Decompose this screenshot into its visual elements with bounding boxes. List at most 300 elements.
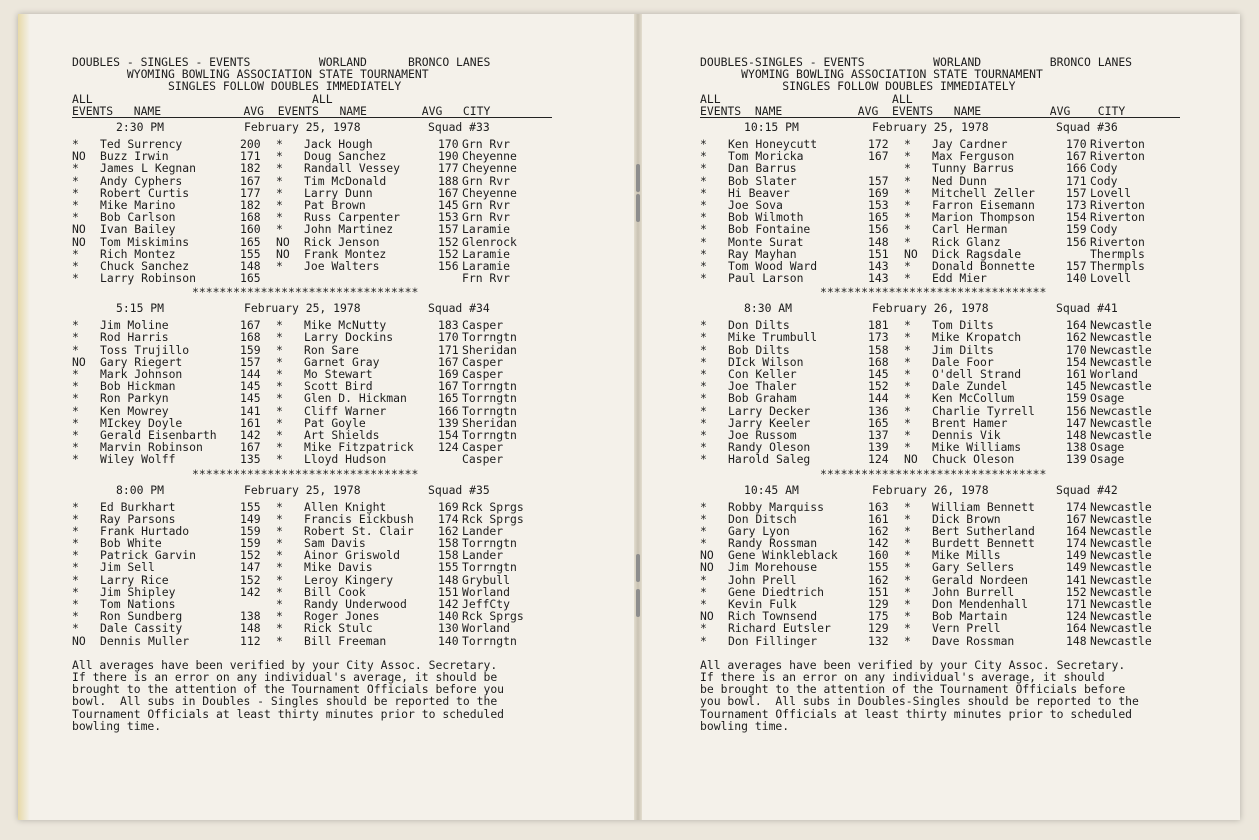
average: 169 xyxy=(868,185,889,200)
events-mark: * xyxy=(700,197,707,212)
partner-average: 151 xyxy=(438,584,459,599)
partner-name: Donald Bonnette xyxy=(932,258,1035,273)
partner-average: 138 xyxy=(1066,440,1087,455)
bowler-name: Bob White xyxy=(100,536,162,551)
average: 162 xyxy=(868,572,889,587)
city: Frn Rvr xyxy=(462,271,511,286)
entry-row xyxy=(700,635,1180,647)
city: Grn Rvr xyxy=(462,210,511,225)
partner-name: Vern Prell xyxy=(932,621,1001,636)
city: Osage xyxy=(1090,391,1125,406)
city: Grn Rvr xyxy=(462,173,511,188)
partner-average: 155 xyxy=(438,560,459,575)
events-mark: * xyxy=(72,391,79,406)
squad-number: Squad #41 xyxy=(1056,301,1118,316)
city: Osage xyxy=(1090,440,1125,455)
events-mark: * xyxy=(700,440,707,455)
partner-events-mark: * xyxy=(904,609,911,624)
partner-average: 141 xyxy=(1066,572,1087,587)
partner-average: 140 xyxy=(1066,271,1087,286)
bowler-name: Con Keller xyxy=(728,367,797,382)
events-mark: * xyxy=(700,572,707,587)
partner-name: Max Ferguson xyxy=(932,149,1015,164)
events-mark: * xyxy=(700,161,707,176)
city: Grn Rvr xyxy=(462,137,511,152)
events-mark: * xyxy=(700,621,707,636)
city: Cheyenne xyxy=(462,161,517,176)
entry-row xyxy=(72,622,552,634)
partner-average: 165 xyxy=(438,391,459,406)
squad-date: February 25, 1978 xyxy=(244,120,361,135)
city: Lander xyxy=(462,523,504,538)
bowler-name: Don Ditsch xyxy=(728,511,797,526)
partner-average: 167 xyxy=(438,354,459,369)
bowler-name: Chuck Sanchez xyxy=(100,258,190,273)
partner-events-mark: * xyxy=(276,572,283,587)
divider-stars: ********************************* xyxy=(820,285,1047,300)
average: 148 xyxy=(240,258,261,273)
entry-row xyxy=(700,175,1180,187)
events-mark: NO xyxy=(700,609,714,624)
partner-events-mark: * xyxy=(904,511,911,526)
average: 168 xyxy=(868,354,889,369)
average: 141 xyxy=(240,403,261,418)
partner-average: 170 xyxy=(1066,342,1087,357)
bowler-name: Don Fillinger xyxy=(728,633,818,648)
partner-events-mark: * xyxy=(276,185,283,200)
partner-name: John Martinez xyxy=(304,222,394,237)
partner-name: Don Mendenhall xyxy=(932,597,1029,612)
city: Cody xyxy=(1090,161,1118,176)
partner-events-mark: * xyxy=(276,222,283,237)
partner-average: 167 xyxy=(438,379,459,394)
entry-row xyxy=(700,331,1180,343)
partner-name: Sam Davis xyxy=(304,536,366,551)
squad-header xyxy=(700,302,1180,316)
partner-name: Russ Carpenter xyxy=(304,210,401,225)
squad-time: 8:00 PM xyxy=(116,482,165,497)
partner-events-mark: * xyxy=(904,354,911,369)
partner-events-mark: * xyxy=(276,137,283,152)
bowler-name: Tom Nations xyxy=(100,597,176,612)
partner-average: 140 xyxy=(438,633,459,648)
city: Worland xyxy=(462,584,511,599)
city: Riverton xyxy=(1090,137,1145,152)
partner-events-mark: * xyxy=(904,318,911,333)
partner-average: 174 xyxy=(438,511,459,526)
average: 112 xyxy=(240,633,261,648)
bowler-name: Gary Lyon xyxy=(728,523,790,538)
squad-time: 10:45 AM xyxy=(744,482,799,497)
bowler-name: Monte Surat xyxy=(728,234,804,249)
average: 135 xyxy=(240,452,261,467)
partner-events-mark: * xyxy=(904,379,911,394)
average: 136 xyxy=(868,403,889,418)
average: 168 xyxy=(240,210,261,225)
partner-name: Scott Bird xyxy=(304,379,373,394)
average: 159 xyxy=(240,523,261,538)
bowler-name: Jim Sell xyxy=(100,560,155,575)
partner-events-mark: * xyxy=(276,367,283,382)
average: 157 xyxy=(868,173,889,188)
squad-date: February 26, 1978 xyxy=(872,482,989,497)
partner-name: Brent Hamer xyxy=(932,415,1008,430)
city: Newcastle xyxy=(1090,572,1152,587)
partner-average: 171 xyxy=(1066,597,1087,612)
city: Newcastle xyxy=(1090,633,1152,648)
partner-average: 130 xyxy=(438,621,459,636)
partner-average: 124 xyxy=(1066,609,1087,624)
average: 182 xyxy=(240,161,261,176)
partner-average: 170 xyxy=(438,137,459,152)
partner-average: 139 xyxy=(1066,452,1087,467)
events-mark: * xyxy=(700,234,707,249)
partner-events-mark: * xyxy=(276,149,283,164)
entry-row xyxy=(700,272,1180,284)
average: 163 xyxy=(868,499,889,514)
city: Sheridan xyxy=(462,415,517,430)
partner-events-mark: * xyxy=(276,403,283,418)
events-mark: * xyxy=(700,271,707,286)
partner-events-mark: * xyxy=(276,560,283,575)
bowler-name: John Prell xyxy=(728,572,797,587)
partner-average: 140 xyxy=(438,609,459,624)
city: Riverton xyxy=(1090,234,1145,249)
partner-events-mark: NO xyxy=(904,452,918,467)
events-mark: NO xyxy=(72,149,86,164)
events-mark: * xyxy=(700,367,707,382)
partner-events-mark: * xyxy=(904,173,911,188)
partner-average: 162 xyxy=(1066,330,1087,345)
bowler-name: Gerald Eisenbarth xyxy=(100,427,217,442)
city: Casper xyxy=(462,367,504,382)
partner-average: 148 xyxy=(1066,427,1087,442)
events-mark: * xyxy=(700,173,707,188)
average: 137 xyxy=(868,427,889,442)
events-mark: * xyxy=(72,246,79,261)
average: 165 xyxy=(868,415,889,430)
city: Lander xyxy=(462,548,504,563)
partner-name: Art Shields xyxy=(304,427,380,442)
partner-name: Dennis Vik xyxy=(932,427,1001,442)
events-mark: * xyxy=(700,137,707,152)
partner-events-mark: * xyxy=(276,330,283,345)
partner-name: Leroy Kingery xyxy=(304,572,394,587)
events-mark: * xyxy=(72,536,79,551)
partner-average: 166 xyxy=(438,403,459,418)
partner-events-mark: * xyxy=(904,403,911,418)
events-mark: * xyxy=(72,511,79,526)
divider-stars: ********************************* xyxy=(192,285,419,300)
partner-events-mark: * xyxy=(276,318,283,333)
city: Cheyenne xyxy=(462,185,517,200)
partner-name: Tunny Barrus xyxy=(932,161,1015,176)
bowler-name: Rich Montez xyxy=(100,246,176,261)
partner-average: 152 xyxy=(1066,584,1087,599)
city: Sheridan xyxy=(462,342,517,357)
events-mark: * xyxy=(72,379,79,394)
bowler-name: Richard Eutsler xyxy=(728,621,831,636)
partner-name: Mike Fitzpatrick xyxy=(304,440,414,455)
bowler-name: Ivan Bailey xyxy=(100,222,176,237)
partner-name: Randy Underwood xyxy=(304,597,407,612)
city: Casper xyxy=(462,440,504,455)
bowler-name: Kevin Fulk xyxy=(728,597,797,612)
partner-average: 148 xyxy=(438,572,459,587)
bowler-name: Randy Oleson xyxy=(728,440,811,455)
events-mark: * xyxy=(72,452,79,467)
bowler-name: Mike Marino xyxy=(100,197,176,212)
right-page xyxy=(700,0,1180,806)
entry-row xyxy=(72,453,552,465)
column-header: EVENTS NAME AVG EVENTS NAME AVG CITY xyxy=(72,105,552,118)
bowler-name: Bob Dilts xyxy=(728,342,790,357)
partner-name: Francis Eickbush xyxy=(304,511,414,526)
average: 145 xyxy=(240,379,261,394)
squad-header xyxy=(700,484,1180,498)
partner-events-mark: * xyxy=(276,523,283,538)
partner-name: Mike Mills xyxy=(932,548,1001,563)
partner-events-mark: * xyxy=(904,271,911,286)
squad-number: Squad #33 xyxy=(428,120,490,135)
partner-name: Ron Sare xyxy=(304,342,359,357)
partner-events-mark: * xyxy=(276,511,283,526)
partner-name: Lloyd Hudson xyxy=(304,452,387,467)
bowler-name: MIckey Doyle xyxy=(100,415,183,430)
partner-events-mark: * xyxy=(904,548,911,563)
bowler-name: Toss Trujillo xyxy=(100,342,190,357)
events-mark: * xyxy=(700,536,707,551)
city: Thermpls xyxy=(1090,246,1145,261)
partner-name: Joe Walters xyxy=(304,258,380,273)
entry-row xyxy=(700,392,1180,404)
city: Laramie xyxy=(462,222,511,237)
partner-average: 147 xyxy=(1066,415,1087,430)
partner-name: Dick Brown xyxy=(932,511,1001,526)
partner-name: Burdett Bennett xyxy=(932,536,1035,551)
entry-row xyxy=(700,405,1180,417)
events-mark: * xyxy=(72,318,79,333)
city: Newcastle xyxy=(1090,584,1152,599)
partner-average: 161 xyxy=(1066,367,1087,382)
events-mark: * xyxy=(72,548,79,563)
events-mark: * xyxy=(700,584,707,599)
partner-average: 142 xyxy=(438,597,459,612)
bowler-name: Jim Moline xyxy=(100,318,169,333)
partner-events-mark: * xyxy=(276,379,283,394)
partner-average: 164 xyxy=(1066,523,1087,538)
city: Newcastle xyxy=(1090,354,1152,369)
city: Newcastle xyxy=(1090,330,1152,345)
partner-events-mark: * xyxy=(904,258,911,273)
partner-average: 158 xyxy=(438,548,459,563)
staple xyxy=(636,164,640,192)
partner-events-mark: * xyxy=(276,391,283,406)
partner-name: Garnet Gray xyxy=(304,354,380,369)
partner-average: 174 xyxy=(1066,536,1087,551)
header-line: WYOMING BOWLING ASSOCIATION STATE TOURNAMENT xyxy=(72,67,429,82)
partner-name: Bert Sutherland xyxy=(932,523,1035,538)
average: 160 xyxy=(868,548,889,563)
events-mark: * xyxy=(72,367,79,382)
average: 129 xyxy=(868,621,889,636)
events-mark: * xyxy=(72,560,79,575)
average: 152 xyxy=(240,548,261,563)
partner-events-mark: * xyxy=(904,137,911,152)
events-mark: * xyxy=(72,258,79,273)
partner-average: 173 xyxy=(1066,197,1087,212)
squad-header xyxy=(700,121,1180,135)
partner-average: 162 xyxy=(438,523,459,538)
events-mark: * xyxy=(72,572,79,587)
events-mark: * xyxy=(72,210,79,225)
partner-average: 164 xyxy=(1066,621,1087,636)
partner-events-mark: * xyxy=(904,597,911,612)
city: Cody xyxy=(1090,222,1118,237)
events-mark: * xyxy=(700,185,707,200)
events-mark: * xyxy=(72,523,79,538)
bowler-name: Don Dilts xyxy=(728,318,790,333)
bowler-name: Paul Larson xyxy=(728,271,804,286)
squad-date: February 26, 1978 xyxy=(872,301,989,316)
partner-average: 156 xyxy=(1066,234,1087,249)
city: Casper xyxy=(462,354,504,369)
partner-events-mark: * xyxy=(276,536,283,551)
city: Newcastle xyxy=(1090,548,1152,563)
events-mark: NO xyxy=(72,222,86,237)
partner-name: Mike Davis xyxy=(304,560,373,575)
partner-name: Rick Stulc xyxy=(304,621,373,636)
divider-stars: ********************************* xyxy=(820,466,1047,481)
events-mark: * xyxy=(700,330,707,345)
average: 142 xyxy=(868,536,889,551)
bowler-name: Hi Beaver xyxy=(728,185,790,200)
events-mark: * xyxy=(72,137,79,152)
city: Riverton xyxy=(1090,149,1145,164)
bowler-name: Rod Harris xyxy=(100,330,169,345)
entry-row xyxy=(72,405,552,417)
average: 148 xyxy=(868,234,889,249)
partner-events-mark: * xyxy=(904,523,911,538)
entry-row xyxy=(700,223,1180,235)
partner-average: 177 xyxy=(438,161,459,176)
partner-name: John Burrell xyxy=(932,584,1015,599)
city: Newcastle xyxy=(1090,597,1152,612)
entry-row xyxy=(72,162,552,174)
bowler-name: Harold Saleg xyxy=(728,452,811,467)
partner-name: Carl Herman xyxy=(932,222,1008,237)
partner-name: Allen Knight xyxy=(304,499,387,514)
partner-average: 169 xyxy=(438,499,459,514)
entry-row xyxy=(72,175,552,187)
partner-name: Jack Hough xyxy=(304,137,373,152)
spacer xyxy=(72,647,552,653)
bowler-name: Ray Parsons xyxy=(100,511,176,526)
partner-events-mark: * xyxy=(904,427,911,442)
city: Rck Sprgs xyxy=(462,511,524,526)
partner-average: 188 xyxy=(438,173,459,188)
squad-time: 5:15 PM xyxy=(116,301,165,316)
events-mark: * xyxy=(700,246,707,261)
footer-note: All averages have been verified by your City Assoc. Secretary. If there is an error on any individual's average, it should be brought to the attention of the Tournament Officials before you bowl. All subs in Doubles - Singles should be reported to the Tournament Officials at least thirty minutes prior to scheduled bowling time. xyxy=(72,657,505,733)
events-mark: * xyxy=(700,403,707,418)
city: Cody xyxy=(1090,173,1118,188)
entry-row xyxy=(72,344,552,356)
city: Rck Sprgs xyxy=(462,609,524,624)
average: 181 xyxy=(868,318,889,333)
average: 173 xyxy=(868,330,889,345)
partner-average: 139 xyxy=(438,415,459,430)
events-mark: * xyxy=(700,523,707,538)
events-mark: * xyxy=(700,391,707,406)
average: 172 xyxy=(868,137,889,152)
average: 142 xyxy=(240,427,261,442)
events-mark: * xyxy=(72,161,79,176)
average: 132 xyxy=(868,633,889,648)
average: 167 xyxy=(240,318,261,333)
events-mark: * xyxy=(72,499,79,514)
bowler-name: Andy Cyphers xyxy=(100,173,183,188)
entry-row xyxy=(700,561,1180,573)
bowler-name: Joe Russom xyxy=(728,427,797,442)
average: 165 xyxy=(868,210,889,225)
events-mark: * xyxy=(700,597,707,612)
partner-name: William Bennett xyxy=(932,499,1035,514)
partner-name: Bob Martain xyxy=(932,609,1008,624)
city: Grybull xyxy=(462,572,511,587)
partner-events-mark: * xyxy=(904,161,911,176)
squad-number: Squad #35 xyxy=(428,482,490,497)
page-edge xyxy=(18,14,30,820)
bowler-name: Mike Trumbull xyxy=(728,330,818,345)
partner-name: Edd Mier xyxy=(932,271,987,286)
header-line: DOUBLES - SINGLES - EVENTS WORLAND BRONCO LANES xyxy=(72,55,491,69)
partner-name: Mike Williams xyxy=(932,440,1022,455)
average: 145 xyxy=(868,367,889,382)
city: Newcastle xyxy=(1090,523,1152,538)
average: 165 xyxy=(240,271,261,286)
partner-average: 171 xyxy=(1066,173,1087,188)
city: Riverton xyxy=(1090,210,1145,225)
entry-row xyxy=(700,236,1180,248)
partner-average: 166 xyxy=(1066,161,1087,176)
entry-row xyxy=(700,344,1180,356)
partner-name: Rick Jenson xyxy=(304,234,380,249)
events-mark: * xyxy=(72,185,79,200)
events-mark: * xyxy=(72,621,79,636)
entry-row xyxy=(700,453,1180,465)
events-mark: * xyxy=(700,342,707,357)
events-mark: * xyxy=(700,633,707,648)
partner-events-mark: * xyxy=(904,197,911,212)
partner-name: O'dell Strand xyxy=(932,367,1022,382)
partner-name: Tom Dilts xyxy=(932,318,994,333)
events-mark: * xyxy=(700,258,707,273)
events-mark: * xyxy=(72,342,79,357)
bowler-name: Bob Graham xyxy=(728,391,797,406)
partner-average: 152 xyxy=(438,234,459,249)
entry-row xyxy=(72,272,552,284)
city: Worland xyxy=(462,621,511,636)
partner-name: Chuck Oleson xyxy=(932,452,1015,467)
header-line: SINGLES FOLLOW DOUBLES IMMEDIATELY xyxy=(72,79,402,94)
bowler-name: Dale Cassity xyxy=(100,621,183,636)
entry-row xyxy=(700,501,1180,513)
partner-events-mark: NO xyxy=(276,234,290,249)
partner-events-mark: * xyxy=(904,560,911,575)
partner-average: 152 xyxy=(438,246,459,261)
partner-name: Ken McCollum xyxy=(932,391,1015,406)
